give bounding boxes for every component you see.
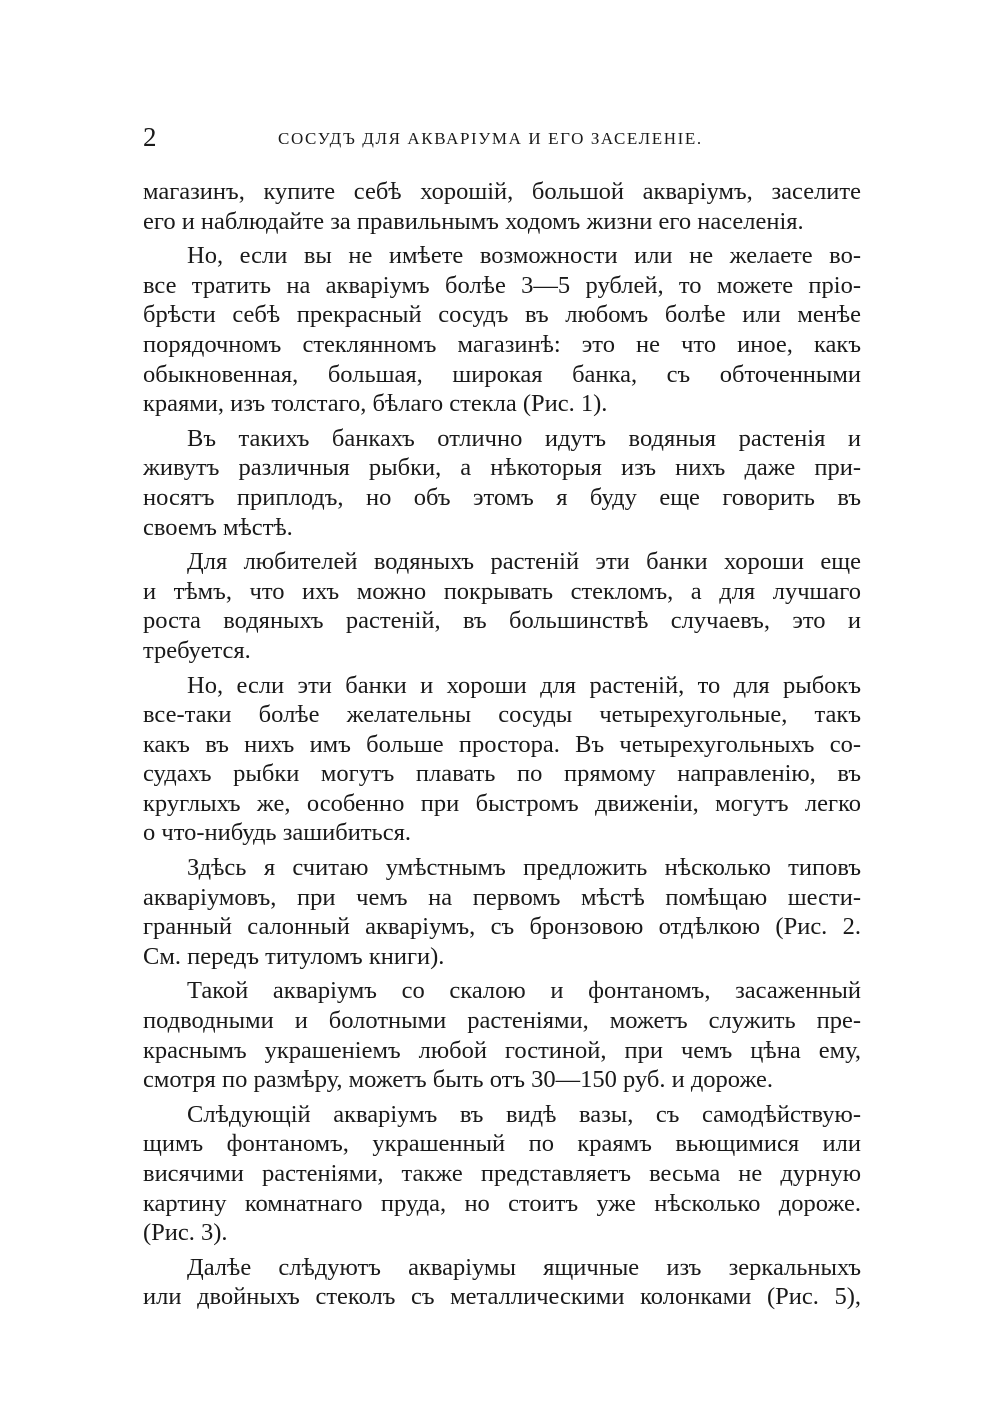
text-line: краснымъ украшеніемъ любой гостиной, при чемъ цѣна ему, — [143, 1036, 861, 1064]
paragraph — [143, 241, 861, 419]
text-line: картину комнатнаго пруда, но стоитъ уже нѣсколько дороже. — [143, 1189, 861, 1217]
text-line: смотря по размѣру, можетъ быть отъ 30—150 руб. и дороже. — [143, 1066, 774, 1094]
text-line: о что-нибудь зашибиться. — [143, 819, 411, 847]
paragraph — [143, 424, 861, 542]
text-line: подводными и болотными растеніями, можетъ служить пре- — [143, 1007, 861, 1035]
text-line: Такой акваріумъ со скалою и фонтаномъ, засаженный — [187, 977, 861, 1005]
text-line: висячими растеніями, также представляетъ весьма не дурную — [143, 1160, 861, 1187]
running-head — [143, 122, 863, 152]
text-line: брѣсти себѣ прекрасный сосудъ въ любомъ болѣе или менѣе — [143, 301, 861, 329]
text-line: Но, если вы не имѣете возможности или не желаете во- — [187, 242, 861, 270]
text-line: круглыхъ же, особенно при быстромъ движеніи, могутъ легко — [143, 789, 861, 817]
text-line: Въ такихъ банкахъ отлично идутъ водяныя растенія и — [187, 424, 861, 452]
text-line: какъ въ нихъ имъ больше простора. Въ четырехугольныхъ со- — [143, 730, 861, 758]
text-line: Далѣе слѣдуютъ акваріумы ящичные изъ зеркальныхъ — [187, 1253, 861, 1281]
paragraph — [143, 1253, 861, 1312]
paragraph — [143, 547, 861, 665]
paragraph — [143, 853, 861, 971]
paragraph — [143, 976, 861, 1094]
text-line: См. передъ титуломъ книги). — [143, 942, 445, 970]
text-line: магазинъ, купите себѣ хорошій, большой акваріумъ, заселите — [143, 178, 861, 205]
text-line: требуется. — [143, 636, 251, 664]
text-line: все-таки болѣе желательны сосуды четырехугольные, такъ — [143, 701, 861, 729]
text-line: краями, изъ толстаго, бѣлаго стекла (Рис. 1). — [143, 390, 608, 418]
text-line: все тратить на акваріумъ болѣе 3—5 рублей, то можете пріо- — [143, 271, 861, 299]
text-line: его и наблюдайте за правильнымъ ходомъ жизни его населенія. — [143, 207, 804, 235]
text-line: судахъ рыбки могутъ плавать по прямому направленію, въ — [143, 760, 861, 788]
text-line: щимъ фонтаномъ, украшенный по краямъ вьющимися или — [143, 1130, 861, 1158]
text-line: живутъ различныя рыбки, а нѣкоторыя изъ нихъ даже при- — [143, 454, 861, 482]
text-line: роста водяныхъ растеній, въ большинствѣ случаевъ, это и — [143, 607, 861, 635]
page-number: 2 — [143, 122, 157, 152]
text-line: (Рис. 3). — [143, 1219, 228, 1247]
text-line: гранный салонный акваріумъ, съ бронзовою отдѣлкою (Рис. 2. — [143, 913, 861, 941]
text-line: и тѣмъ, что ихъ можно покрывать стекломъ, а для лучшаго — [143, 577, 861, 605]
text-line: акваріумовъ, при чемъ на первомъ мѣстѣ помѣщаю шести- — [143, 883, 861, 911]
text-line: Для любителей водяныхъ растеній эти банки хороши еще — [187, 548, 861, 576]
running-title: СОСУДЪ ДЛЯ АКВАРІУМА И ЕГО ЗАСЕЛЕНІЕ. — [278, 129, 703, 148]
text-line: или двойныхъ стеколъ съ металлическими колонками (Рис. 5), — [143, 1283, 861, 1311]
text-line: Но, если эти банки и хороши для растеній, то для рыбокъ — [187, 671, 861, 699]
text-line: порядочномъ стеклянномъ магазинѣ: это не что иное, какъ — [143, 330, 861, 358]
text-line: Здѣсь я считаю умѣстнымъ предложить нѣсколько типовъ — [187, 854, 861, 882]
paragraph — [143, 671, 861, 849]
paragraph — [143, 177, 861, 236]
paragraph — [143, 1100, 861, 1248]
text-line: своемъ мѣстѣ. — [143, 513, 293, 541]
text-line: носятъ приплодъ, но объ этомъ я буду еще говорить въ — [143, 483, 861, 511]
text-line: обыкновенная, большая, широкая банка, съ обточенными — [143, 360, 861, 388]
body-text — [143, 177, 861, 1317]
text-line: Слѣдующій акваріумъ въ видѣ вазы, съ самодѣйствую- — [187, 1100, 861, 1128]
